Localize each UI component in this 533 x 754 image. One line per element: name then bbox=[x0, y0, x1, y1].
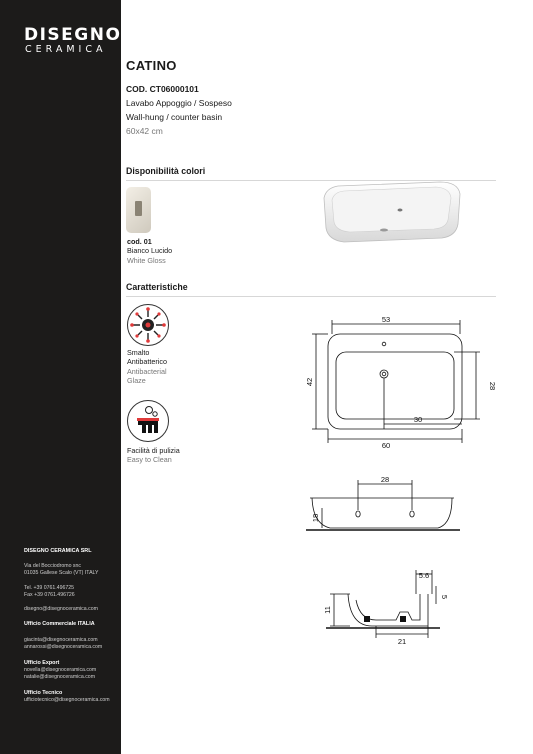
company-block bbox=[24, 548, 119, 555]
product-code: COD. CT06000101 bbox=[126, 84, 199, 94]
feature-label-en: Antibacterial bbox=[127, 366, 167, 376]
company-name: DISEGNO CERAMICA SRL bbox=[24, 548, 92, 554]
company-email-block bbox=[24, 606, 119, 613]
antibacterial-icon bbox=[127, 304, 169, 346]
dim-holes: 28 bbox=[380, 475, 390, 484]
office-heading: Ufficio Export bbox=[24, 660, 60, 666]
office-tech bbox=[24, 690, 119, 704]
office-heading: Ufficio Tecnico bbox=[24, 690, 63, 696]
feature-label: Smalto bbox=[127, 348, 150, 357]
office-italy-contacts bbox=[24, 637, 119, 651]
dim-drain: 30 bbox=[413, 415, 423, 424]
brand-logo: DISEGNO bbox=[24, 25, 122, 45]
product-photo bbox=[318, 180, 468, 250]
features-heading: Caratteristiche bbox=[126, 282, 188, 292]
email-link[interactable]: natalie@disegnoceramica.com bbox=[24, 673, 96, 680]
top-view-drawing bbox=[300, 314, 500, 454]
product-size: 60x42 cm bbox=[126, 126, 163, 136]
feature-antibacterial bbox=[127, 348, 167, 385]
company-phones bbox=[24, 585, 119, 599]
feature-label-en: Easy to Clean bbox=[127, 455, 172, 465]
color-info bbox=[127, 237, 172, 265]
feature-label-en: Glaze bbox=[127, 375, 146, 385]
office-export bbox=[24, 660, 119, 680]
dim-side-base: 21 bbox=[397, 637, 407, 646]
feature-label: Antibatterico bbox=[127, 357, 167, 367]
email-link[interactable]: ufficiotecnico@disegnoceramica.com bbox=[24, 696, 110, 703]
dim-depth: 42 bbox=[305, 377, 314, 387]
email-link[interactable]: annarossi@disegnoceramica.com bbox=[24, 643, 103, 650]
dim-side-top: 5.6 bbox=[418, 571, 430, 580]
dim-width: 60 bbox=[381, 441, 391, 450]
section-drawing bbox=[320, 564, 480, 654]
product-desc-en: Wall-hung / counter basin bbox=[126, 112, 223, 122]
colors-heading: Disponibilità colori bbox=[126, 166, 206, 176]
address-line: 01035 Gallese Scalo (VT) ITALY bbox=[24, 569, 99, 576]
dim-inner-depth: 28 bbox=[488, 381, 497, 391]
office-italy bbox=[24, 621, 119, 628]
office-heading: Ufficio Commerciale ITALIA bbox=[24, 621, 95, 627]
fax-number: Fax +39 0761.496726 bbox=[24, 591, 75, 598]
sidebar bbox=[0, 0, 121, 754]
easy-clean-icon bbox=[127, 400, 169, 442]
color-code: cod. 01 bbox=[127, 237, 152, 246]
dim-side-height: 11 bbox=[323, 606, 332, 614]
feature-easy-clean bbox=[127, 446, 180, 465]
swatch-mark bbox=[135, 201, 142, 216]
email-link[interactable]: giacinta@disegnoceramica.com bbox=[24, 637, 98, 643]
dim-side-rim: 5 bbox=[440, 594, 449, 600]
email-link[interactable]: disegno@disegnoceramica.com bbox=[24, 606, 98, 612]
email-link[interactable]: novella@disegnoceramica.com bbox=[24, 666, 97, 673]
company-address bbox=[24, 563, 119, 577]
product-title: CATINO bbox=[126, 58, 177, 73]
dim-front-height: 18 bbox=[311, 513, 320, 523]
color-name-en: White Gloss bbox=[127, 255, 166, 265]
color-name-it: Bianco Lucido bbox=[127, 246, 173, 256]
phone-number[interactable]: Tel. +39 0761.496725 bbox=[24, 585, 75, 591]
brand-logo-sub: CERAMICA bbox=[25, 44, 107, 55]
divider bbox=[126, 296, 496, 297]
address-line: Via del Bocciodromo snc bbox=[24, 563, 81, 569]
feature-label: Facilità di pulizia bbox=[127, 446, 180, 455]
front-view-drawing bbox=[300, 472, 500, 542]
color-swatch-white-gloss[interactable] bbox=[126, 187, 151, 233]
product-desc-it: Lavabo Appoggio / Sospeso bbox=[126, 98, 232, 108]
dim-top: 53 bbox=[381, 315, 391, 324]
